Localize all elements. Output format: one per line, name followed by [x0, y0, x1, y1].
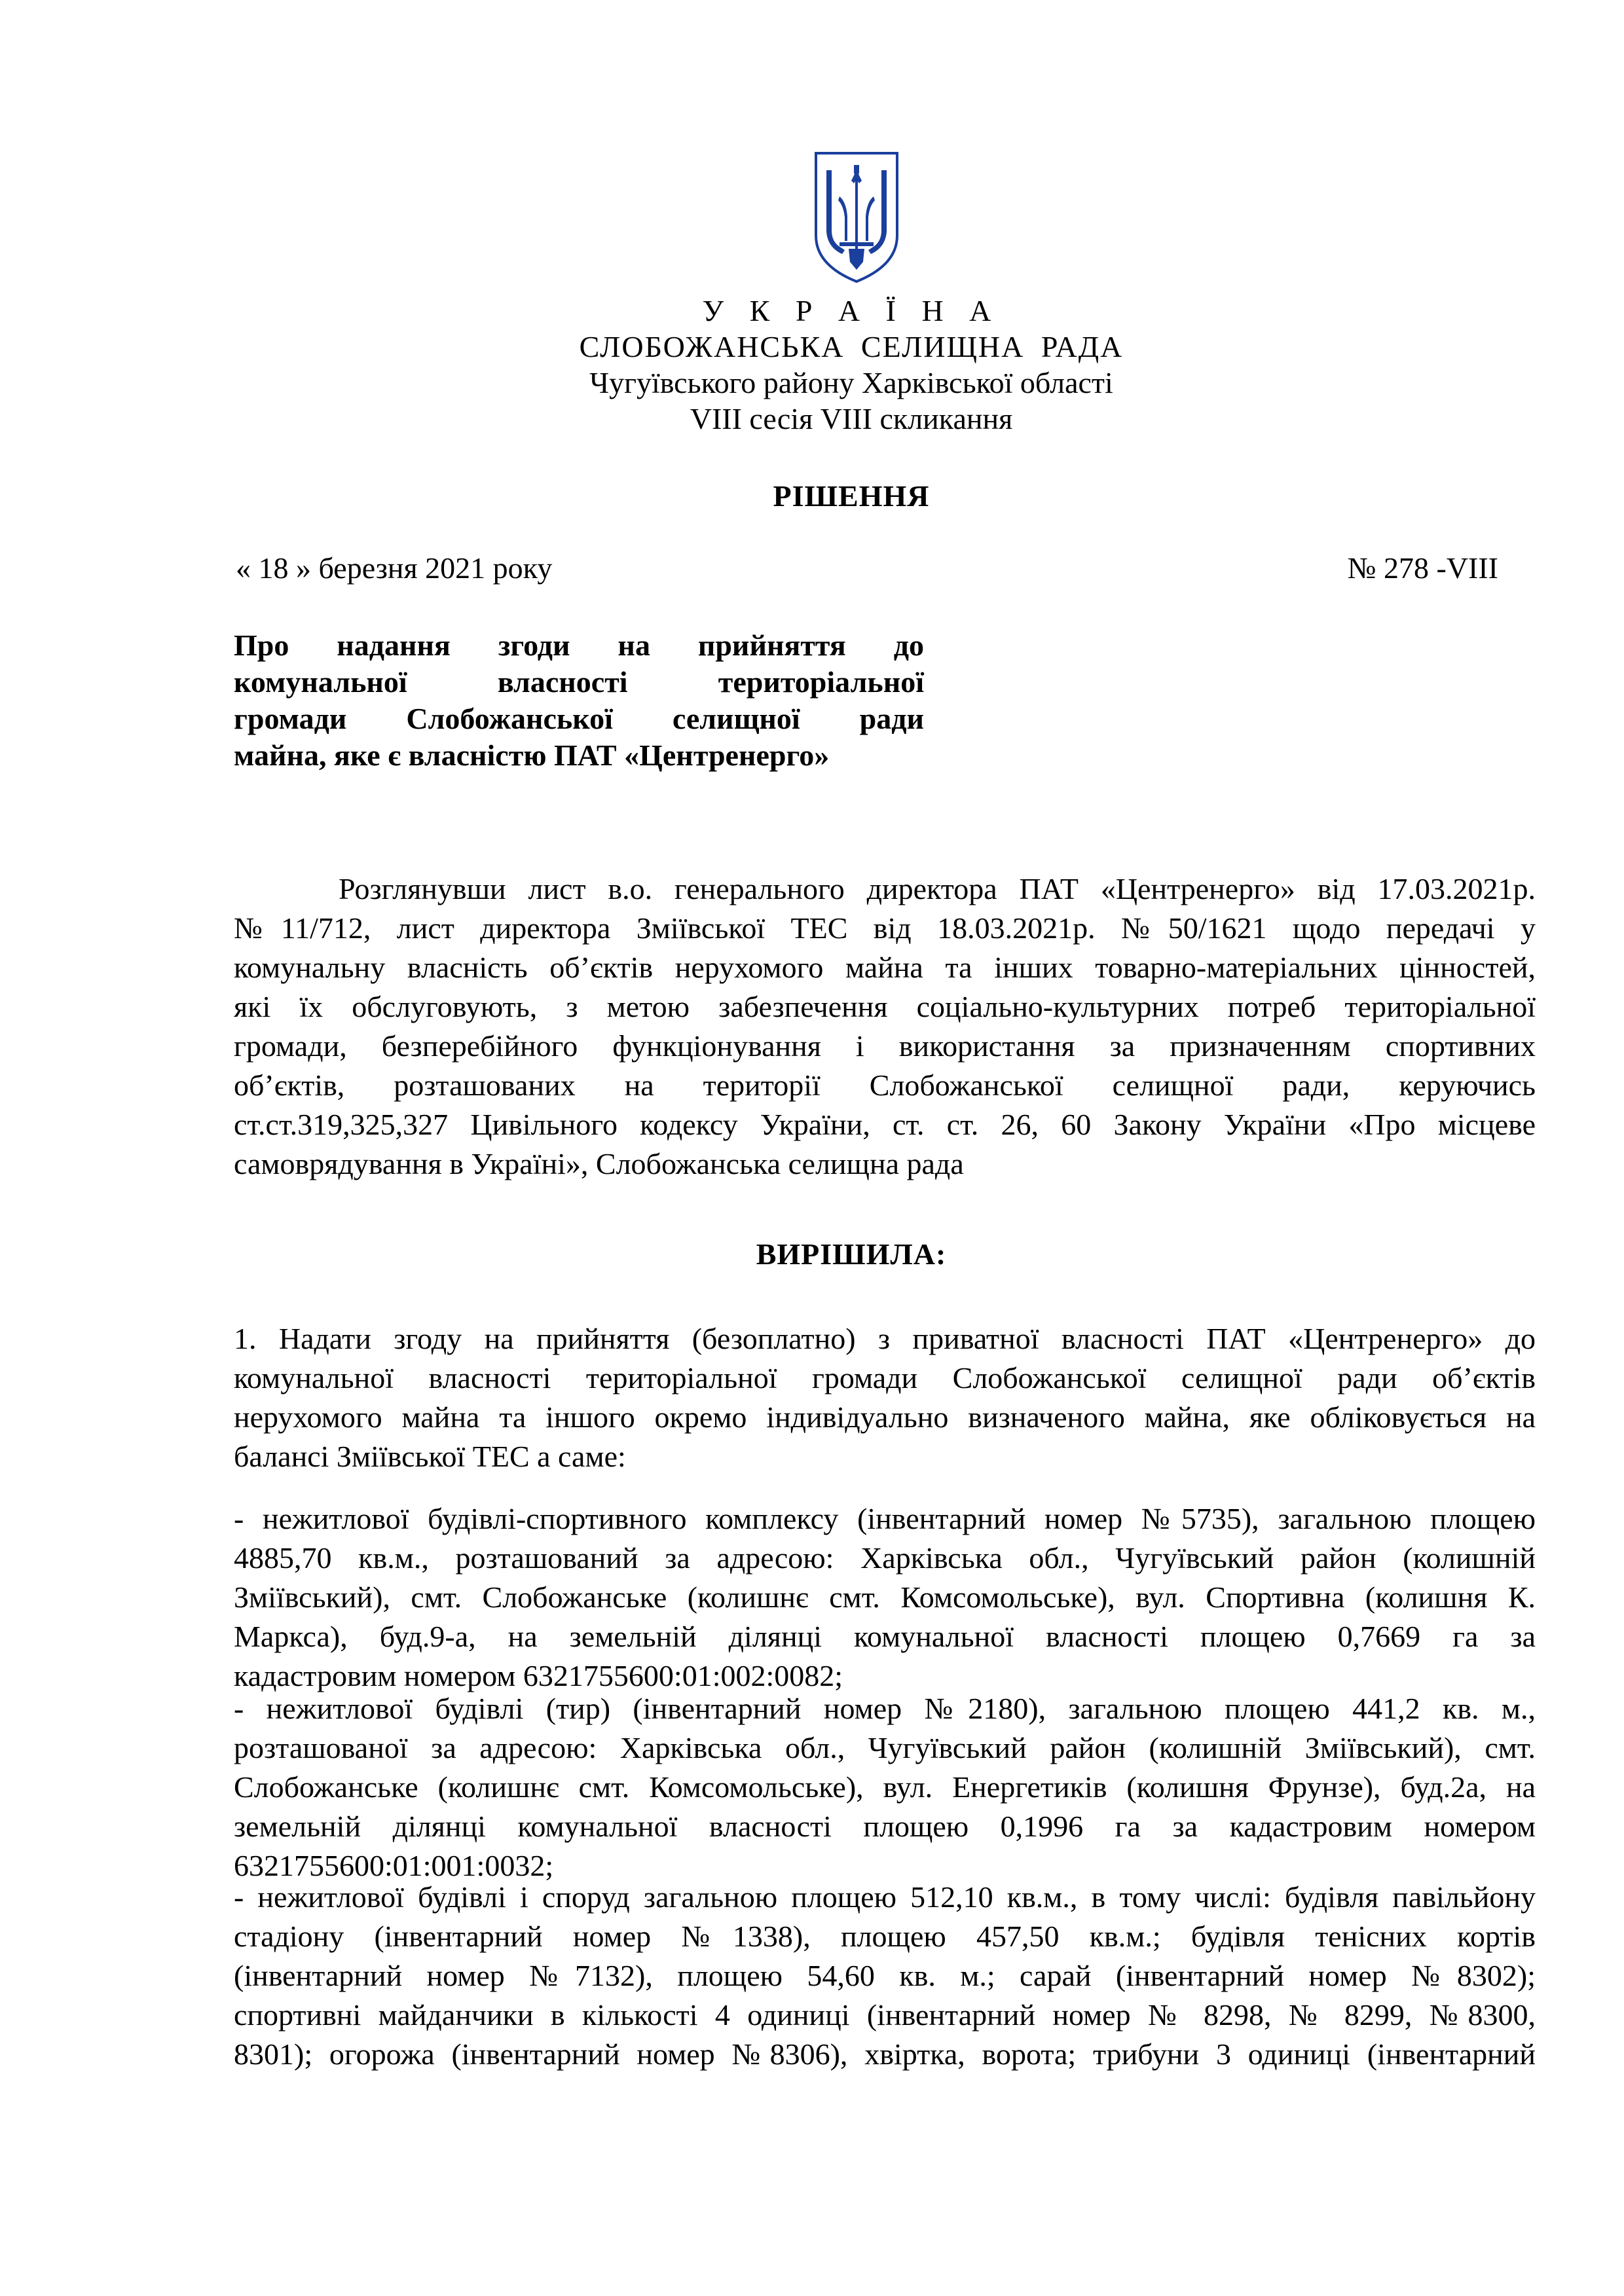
intro-paragraph — [234, 869, 1536, 1184]
text-line: 6321755600:01:001:0032; — [234, 1849, 554, 1882]
text-line: самоврядування в Україні», Слобожанська селищна рада — [234, 1147, 964, 1180]
council-name: СЛОБОЖАНСЬКА СЕЛИЩНА РАДА — [579, 330, 1124, 363]
text-line: спортивні майданчики в кількості 4 одиниці (інвентарний номер № 8298, № 8299, №8300, — [234, 1998, 1536, 2032]
text-line: - нежитлової будівлі-спортивного комплексу (інвентарний номер №5735), загальною площею — [234, 1502, 1536, 1535]
text-line: балансі Зміївської ТЕС а саме: — [234, 1440, 626, 1473]
subject-line: комунальної власності територіальної — [234, 665, 924, 699]
text-line: 8301); огорожа (інвентарний номер №8306), хвіртка, ворота; трибуни 3 одиниці (інвентарний — [234, 2037, 1536, 2071]
text-line: №11/712, лист директора Зміївської ТЕС від 18.03.2021р. №50/1621 щодо передачі у — [234, 911, 1536, 945]
text-line: (інвентарний номер №7132), площею 54,60 кв. м.; сарай (інвентарний номер №8302); — [234, 1959, 1536, 1992]
text-line: комунальну власність об’єктів нерухомого майна та інших товарно-матеріальних цінностей, — [234, 951, 1536, 984]
sports-complex-paragraph — [234, 1499, 1536, 1696]
text-line: Зміївський), смт. Слобожанське (колишнє смт. Комсомольське), вул. Спортивна (колишня К. — [234, 1580, 1536, 1614]
shooting-range-paragraph — [234, 1689, 1536, 1886]
session-info: VIII сесія VIII скликання — [690, 402, 1013, 435]
text-line: громади, безперебійного функціонування і використання за призначенням спортивних — [234, 1029, 1536, 1063]
coat-of-arms-of-ukraine-icon — [811, 151, 902, 285]
decision-subject — [234, 627, 924, 774]
text-line: стадіону (інвентарний номер №1338), площею 457,50 кв.м.; будівля тенісних кортів — [234, 1920, 1536, 1953]
text-line: Маркса), буд.9-а, на земельній ділянці комунальної власності площею 0,7669 га за — [234, 1620, 1536, 1653]
text-line: Розглянувши лист в.о. генерального директора ПАТ «Центренерго» від 17.03.2021р. — [339, 872, 1536, 905]
item-1-paragraph — [234, 1319, 1536, 1476]
stadium-paragraph — [234, 1878, 1536, 2074]
text-line: розташованої за адресою: Харківська обл., Чугуївський район (колишній Зміївський), смт. — [234, 1731, 1536, 1764]
subject-line: майна, яке є власністю ПАТ «Центренерго» — [234, 738, 830, 772]
decision-title: РІШЕННЯ — [773, 479, 930, 513]
country-name: У К Р А Ї Н А — [702, 294, 1001, 327]
text-line: кадастровим номером 6321755600:01:002:0082; — [234, 1659, 843, 1692]
text-line: - нежитлової будівлі (тир) (інвентарний номер №2180), загальною площею 441,2 кв. м., — [234, 1692, 1536, 1725]
resolved-heading: ВИРІШИЛА: — [756, 1237, 947, 1271]
subject-line: громади Слобожанської селищної ради — [234, 702, 924, 735]
text-line: 4885,70 кв.м., розташований за адресою: Харківська обл., Чугуївський район (колишній — [234, 1541, 1536, 1575]
text-line: нерухомого майна та іншого окремо індивідуально визначеного майна, яке обліковується на — [234, 1400, 1536, 1434]
text-line: які їх обслуговують, з метою забезпечення соціально-культурних потреб територіальної — [234, 990, 1536, 1023]
decision-date: « 18 » березня 2021 року — [236, 551, 553, 585]
district-name: Чугуївського району Харківської області — [589, 366, 1113, 399]
text-line: комунальної власності територіальної громади Слобожанської селищної ради об’єктів — [234, 1361, 1536, 1394]
text-line: ст.ст.319,325,327 Цивільного кодексу України, ст. ст. 26, 60 Закону України «Про місцеве — [234, 1108, 1536, 1141]
text-line: Слобожанське (колишнє смт. Комсомольське), вул. Енергетиків (колишня Фрунзе), буд.2а, на — [234, 1770, 1536, 1804]
subject-line: Про надання згоди на прийняття до — [234, 629, 924, 662]
text-line: 1. Надати згоду на прийняття (безоплатно) з приватної власності ПАТ «Центренерго» до — [234, 1322, 1536, 1355]
text-line: - нежитлової будівлі і споруд загальною площею 512,10 кв.м., в тому числі: будівля павільйону — [234, 1880, 1536, 1914]
decision-number: № 278 -VIII — [1347, 551, 1498, 585]
text-line: об’єктів, розташованих на території Слобожанської селищної ради, керуючись — [234, 1068, 1536, 1102]
text-line: земельній ділянці комунальної власності площею 0,1996 га за кадастровим номером — [234, 1810, 1536, 1843]
